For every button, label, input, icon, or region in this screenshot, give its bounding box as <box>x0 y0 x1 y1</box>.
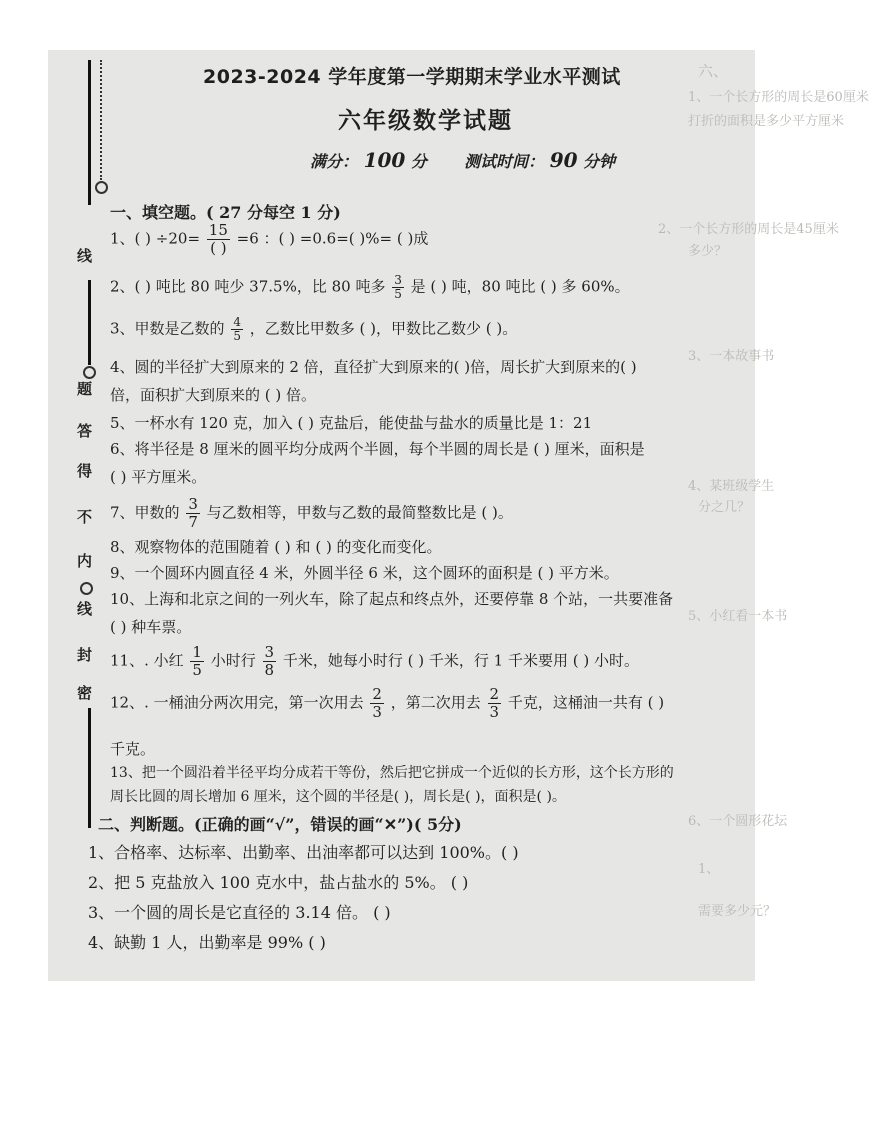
bleed-text: 1、一个长方形的周长是60厘米 <box>688 90 869 105</box>
full-marks-unit: 分 <box>410 152 427 171</box>
question-10: 10、上海和北京之间的一列火车，除了起点和终点外，还要停靠 8 个站，一共要准备 <box>110 590 674 608</box>
fraction: $\frac{2}{3}$ <box>489 685 500 721</box>
exam-meta <box>310 148 615 172</box>
question-text: 7、甲数的 <box>110 503 180 522</box>
bleed-text: 打折的面积是多少平方厘米 <box>688 114 845 129</box>
binding-dotted-rule <box>100 60 102 180</box>
fraction: $\frac{2}{3}$ <box>372 685 382 721</box>
question-11 <box>110 644 639 679</box>
question-12 <box>110 686 664 721</box>
question-4: 4、圆的半径扩大到原来的 2 倍，直径扩大到原来的( )倍，周长扩大到原来的( ) <box>110 358 637 376</box>
section-heading: 一、填空题。( 27 分每空 1 分) <box>110 203 341 222</box>
judge-item: 4、缺勤 1 人，出勤率是 99% ( ) <box>88 933 326 952</box>
time-unit: 分钟 <box>583 152 616 171</box>
bleed-text: 6、一个圆形花坛 <box>688 814 788 829</box>
seal-char: 答 <box>77 422 93 440</box>
exam-subtitle: 六年级数学试题 <box>338 107 513 134</box>
judge-item: 3、一个圆的周长是它直径的 3.14 倍。 ( ) <box>88 903 391 922</box>
seal-char: 密 <box>77 684 93 702</box>
binding-rule <box>88 708 91 828</box>
question-text: =6 ：( ) =0.6=( )%= ( )成 <box>236 229 429 248</box>
question-text: 12、. 一桶油分两次用完，第一次用去 <box>110 693 364 712</box>
seal-char: 内 <box>77 552 93 570</box>
question-6-cont: ( ) 平方厘米。 <box>110 468 207 486</box>
full-marks-label: 满分： <box>310 152 359 171</box>
binding-hole-icon <box>95 181 108 194</box>
seal-char: 得 <box>77 462 93 480</box>
fraction: $\frac{3}{8}$ <box>264 643 275 679</box>
bleed-text: 分之几？ <box>698 500 751 515</box>
seal-char: 线 <box>77 247 93 265</box>
question-6: 6、将半径是 8 厘米的圆平均分成两个半圆，每个半圆的周长是 ( ) 厘米，面积是 <box>110 440 645 458</box>
question-9: 9、一个圆环内圆直径 4 米，外圆半径 6 米，这个圆环的面积是 ( ) 平方米。 <box>110 564 619 582</box>
fraction: $\frac{3}{5}$ <box>394 273 402 301</box>
question-text: 小时行 <box>210 651 256 670</box>
question-text: 1、( ) ÷20= <box>110 229 201 248</box>
question-text: 11、. 小红 <box>110 651 184 670</box>
full-marks-value: 100 <box>363 148 406 172</box>
question-text: ，第二次用去 <box>390 693 481 712</box>
question-text: 千克，这桶油一共有 ( ) <box>507 693 665 712</box>
question-4-cont: 倍，面积扩大到原来的 ( ) 倍。 <box>110 386 317 404</box>
question-text: ，乙数比甲数多 ( )，甲数比乙数少 ( )。 <box>249 319 518 338</box>
question-13-cont: 周长比圆的周长增加 6 厘米，这个圆的半径是( )，周长是( )，面积是( )。 <box>110 789 566 805</box>
fraction: $\frac{1}{5}$ <box>192 643 202 679</box>
question-7 <box>110 496 513 531</box>
question-text: 2、( ) 吨比 80 吨少 37.5%，比 80 吨多 <box>110 277 386 296</box>
question-1 <box>110 222 428 257</box>
question-text: 3、甲数是乙数的 <box>110 319 225 338</box>
time-label: 测试时间： <box>464 152 545 171</box>
question-text: 是 ( ) 吨，80 吨比 ( ) 多 60%。 <box>410 277 630 296</box>
exam-photo <box>48 50 869 981</box>
question-12-cont: 千克。 <box>110 740 156 758</box>
bleed-text: 4、某班级学生 <box>688 479 775 494</box>
question-2 <box>110 274 630 301</box>
bleed-text: 需要多少元？ <box>698 904 777 919</box>
fraction: $\frac{15}{( )}$ <box>208 221 228 257</box>
seal-char: 题 <box>77 380 93 398</box>
bleed-text: 六、 <box>698 62 729 80</box>
binding-rule <box>88 280 91 365</box>
binding-hole-icon <box>80 582 93 595</box>
judge-item: 1、合格率、达标率、出勤率、出油率都可以达到 100%。( ) <box>88 843 519 862</box>
judge-item: 2、把 5 克盐放入 100 克水中，盐占盐水的 5%。 ( ) <box>88 873 469 892</box>
fraction: $\frac{4}{5}$ <box>233 315 241 343</box>
question-text: 千米，她每小时行 ( ) 千米，行 1 千米要用 ( ) 小时。 <box>282 651 639 670</box>
seal-char: 封 <box>77 646 93 664</box>
binding-rule <box>88 60 91 205</box>
section-heading: 二、判断题。(正确的画“√”，错误的画“✕”)( 5分) <box>98 815 462 834</box>
bleed-text: 3、一本故事书 <box>688 349 775 364</box>
question-10-cont: ( ) 种车票。 <box>110 618 192 636</box>
time-value: 90 <box>549 148 578 172</box>
bleed-text: 多少？ <box>688 244 728 259</box>
bleed-text: 2、一个长方形的周长是45厘米 <box>658 222 839 237</box>
seal-char: 线 <box>77 600 93 618</box>
exam-title: 2023-2024 学年度第一学期期末学业水平测试 <box>203 66 621 88</box>
question-5: 5、一杯水有 120 克，加入 ( ) 克盐后，能使盐与盐水的质量比是 1：21 <box>110 414 593 432</box>
question-3 <box>110 316 517 343</box>
question-8: 8、观察物体的范围随着 ( ) 和 ( ) 的变化而变化。 <box>110 538 442 556</box>
seal-char: 不 <box>77 508 93 526</box>
bleed-text: 1、 <box>698 862 720 877</box>
fraction: $\frac{3}{7}$ <box>188 495 198 531</box>
question-text: 与乙数相等，甲数与乙数的最简整数比是 ( )。 <box>206 503 513 522</box>
question-13: 13、把一个圆沿着半径平均分成若干等份，然后把它拼成一个近似的长方形，这个长方形的 <box>110 765 674 781</box>
bleed-text: 5、小红看一本书 <box>688 609 788 624</box>
